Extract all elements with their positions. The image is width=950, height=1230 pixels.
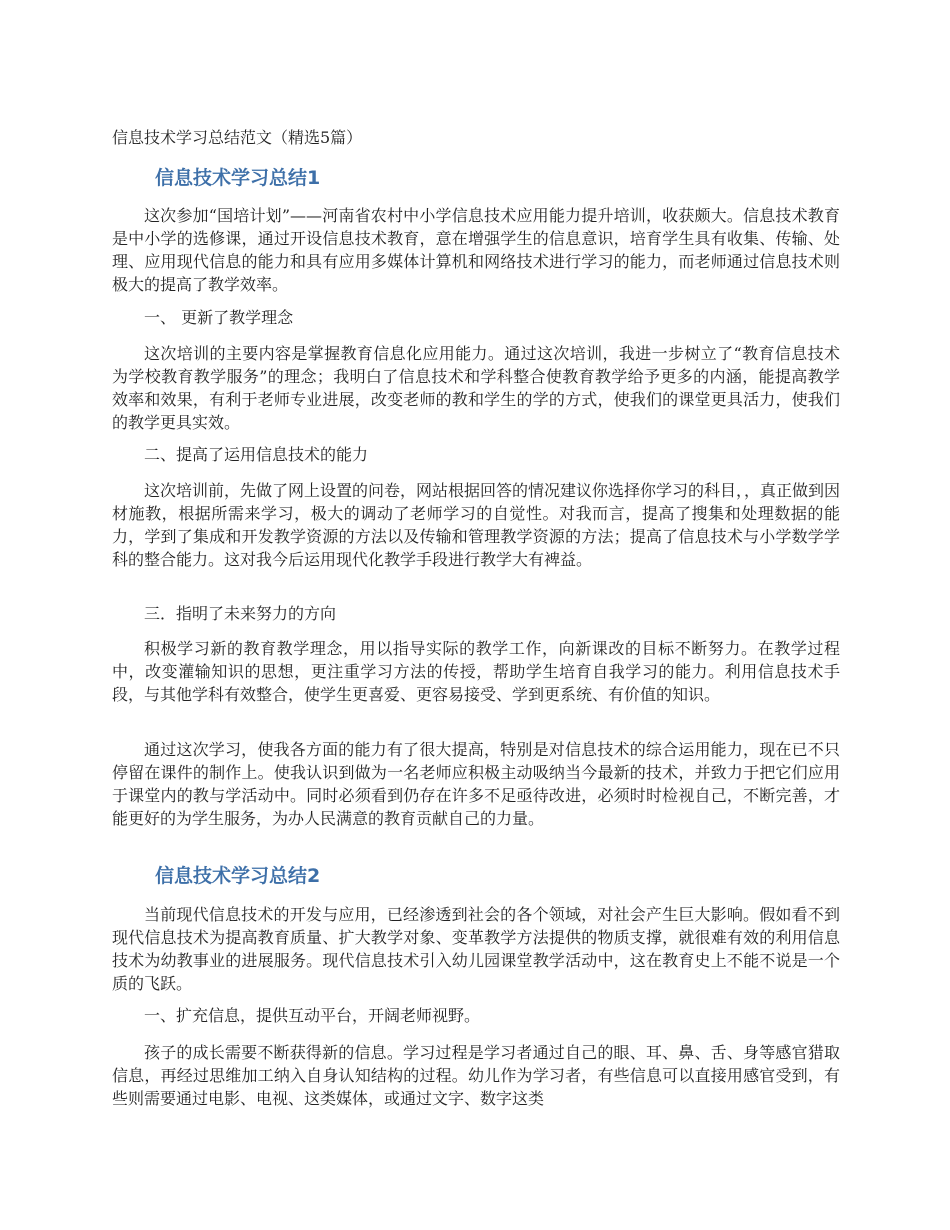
paragraph: 积极学习新的教育教学理念，用以指导实际的教学工作，向新课改的目标不断努力。在教学过程中，改变灌输知识的思想，更注重学习方法的传授，帮助学生培育自我学习的能力。利用信息技术手段，与其他学科有效整合，使学生更喜爱、更容易接受、学到更系统、有价值的知识。	[112, 639, 840, 704]
paragraph: 当前现代信息技术的开发与应用，已经渗透到社会的各个领域，对社会产生巨大影响。假如看不到现代信息技术为提高教育质量、扩大教学对象、变革教学方法提供的物质支撑，就很难有效的利用信息技术为幼教事业的进展服务。现代信息技术引入幼儿园课堂教学活动中，这在教育史上不能不说是一个质的飞跃。	[112, 905, 840, 993]
paragraph: 这次培训前，先做了网上设置的问卷，网站根据回答的情况建议你选择你学习的科目，，真正做到因材施教，根据所需来学习，极大的调动了老师学习的自觉性。对我而言，提高了搜集和处理数据的能力，学到了集成和开发教学资源的方法以及传输和管理教学资源的方法；提高了信息技术与小学数学学科的整合能力。这对我今后运用现代化教学手段进行教学大有裨益。	[112, 481, 841, 569]
paragraph: 通过这次学习，使我各方面的能力有了很大提高，特别是对信息技术的综合运用能力，现在已不只停留在课件的制作上。使我认识到做为一名老师应积极主动吸纳当今最新的技术，并致力于把它们应用于课堂内的教与学活动中。同时必须看到仍存在许多不足亟待改进，必须时时检视自己，不断完善，才能更好的为学生服务，为办人民满意的教育贡献自己的力量。	[112, 740, 840, 828]
subheading: 一、 更新了教学理念	[144, 308, 294, 327]
paragraph: 孩子的成长需要不断获得新的信息。学习过程是学习者通过自己的眼、耳、鼻、舌、身等感官猎取信息，再经过思维加工纳入自身认知结构的过程。幼儿作为学习者，有些信息可以直接用感官受到，有些则需要通过电影、电视、这类媒体，或通过文字、数字这类	[112, 1043, 840, 1108]
subheading: 二、提高了运用信息技术的能力	[144, 445, 369, 464]
subheading: 三．指明了未来努力的方向	[144, 604, 337, 623]
document-title: 信息技术学习总结范文（精选5篇）	[112, 128, 363, 147]
subheading: 一、扩充信息，提供互动平台，开阔老师视野。	[144, 1006, 481, 1025]
paragraph: 这次参加“国培计划”——河南省农村中小学信息技术应用能力提升培训，收获颇大。信息技术教育是中小学的选修课，通过开设信息技术教育，意在增强学生的信息意识，培育学生具有收集、传输、处理、应用现代信息的能力和具有应用多媒体计算机和网络技术进行学习的能力，而老师通过信息技术则极大的提高了教学效率。	[112, 206, 840, 294]
section-heading-2: 信息技术学习总结2	[155, 865, 321, 887]
paragraph: 这次培训的主要内容是掌握教育信息化应用能力。通过这次培训，我进一步树立了“教育信息技术为学校教育教学服务”的理念；我明白了信息技术和学科整合使教育教学给予更多的内涵，能提高教学效率和效果，有利于老师专业进展，改变老师的教和学生的学的方式，使我们的课堂更具活力，使我们的教学更具实效。	[112, 344, 840, 432]
section-heading-1: 信息技术学习总结1	[155, 167, 321, 189]
